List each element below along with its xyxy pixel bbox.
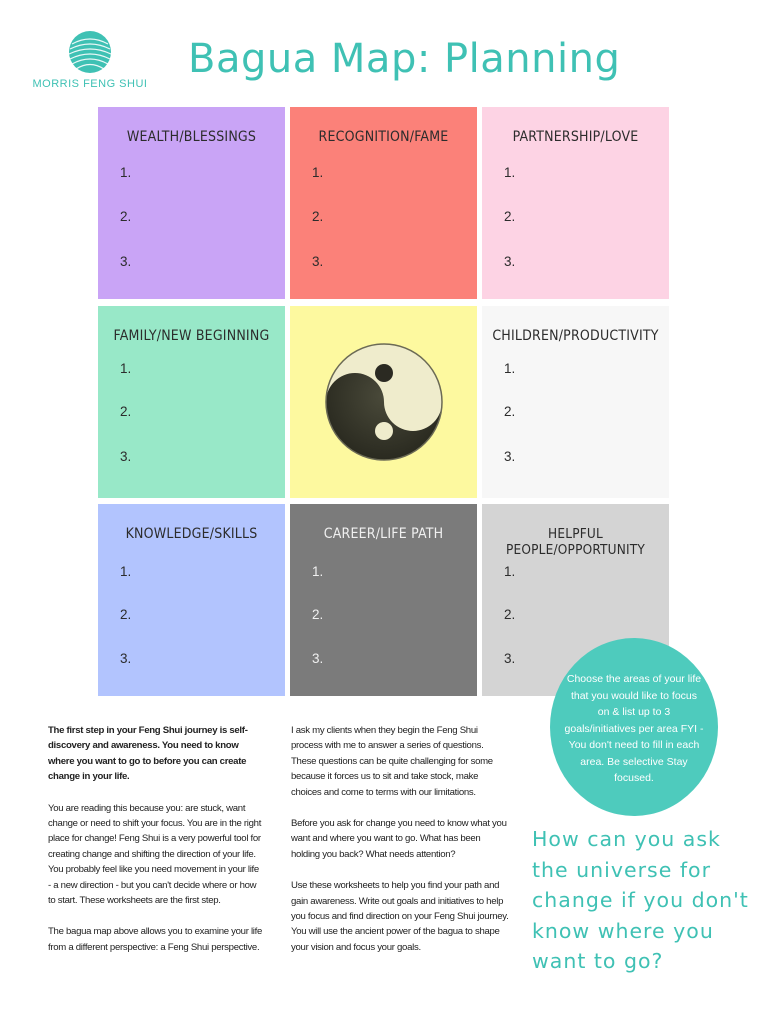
logo — [30, 30, 150, 90]
body-paragraph: Before you ask for change you need to know what you want and where you want to go. What has been holding you back? What needs attention? — [291, 818, 507, 860]
area-label: FAMILY/NEW BEGINNING — [113, 328, 270, 344]
goal-line-1: 1. — [312, 165, 324, 180]
area-fame — [290, 107, 477, 299]
area-love — [482, 107, 669, 299]
goal-line-1: 1. — [504, 361, 516, 376]
area-career — [290, 504, 477, 696]
pull-quote: How can you ask the universe for change if you don't know where you want to go? — [532, 827, 749, 973]
area-family — [98, 306, 285, 498]
area-label: HELPFUL PEOPLE/OPPORTUNITY — [505, 526, 646, 558]
goal-line-1: 1. — [120, 361, 132, 376]
goal-line-2: 2. — [312, 607, 324, 622]
area-label: PARTNERSHIP/LOVE — [512, 129, 639, 145]
area-knowledge — [98, 504, 285, 696]
goal-line-2: 2. — [120, 209, 132, 224]
area-label: WEALTH/BLESSINGS — [126, 129, 257, 145]
yin-yang-icon — [325, 343, 443, 461]
goal-line-2: 2. — [120, 404, 132, 419]
page-title: Bagua Map: Planning — [188, 36, 621, 82]
goal-line-3: 3. — [504, 651, 516, 666]
goal-line-3: 3. — [120, 651, 132, 666]
area-wealth — [98, 107, 285, 299]
goal-line-3: 3. — [312, 254, 324, 269]
goal-line-3: 3. — [120, 449, 132, 464]
leaf-circle-icon — [68, 30, 112, 74]
goal-line-3: 3. — [504, 449, 516, 464]
goal-line-3: 3. — [312, 651, 324, 666]
goal-line-2: 2. — [504, 607, 516, 622]
goal-line-2: 2. — [312, 209, 324, 224]
area-label: CHILDREN/PRODUCTIVITY — [492, 328, 659, 344]
goal-line-1: 1. — [504, 564, 516, 579]
body-paragraph: The bagua map above allows you to examine your life from a different perspective: a Feng Shui perspective. — [48, 926, 263, 953]
bagua-grid — [98, 107, 668, 696]
body-paragraph: Use these worksheets to help you find your path and gain awareness. Write out goals and initiatives to help you focus and find direction on your Feng Shui journey. You will use the ancient power of the bagua to shape your vision and focus your goals. — [291, 880, 509, 953]
callout-text: Choose the areas of your life that you would like to focus on & list up to 3 goals/initiatives per area FYI - You don't need to fill in each area. Be selective Stay focused. — [564, 672, 704, 785]
callout-circle — [550, 638, 718, 816]
goal-line-1: 1. — [120, 165, 132, 180]
goal-line-3: 3. — [504, 254, 516, 269]
goal-line-2: 2. — [504, 209, 516, 224]
area-children — [482, 306, 669, 498]
body-paragraph: You are reading this because you: are stuck, want change or need to shift your focus. You are in the right place for change! Feng Shui is a very powerful tool for creating change and shifting the direction of your life. You probably feel like you need movement in your life - a new direction - but you can't decide where or how to start. These worksheets are the first step. — [48, 802, 262, 907]
intro-paragraph: The first step in your Feng Shui journey is self-discovery and awareness. You need to know where you want to go to before you can create change in your life. — [48, 725, 248, 783]
body-paragraph: I ask my clients when they begin the Feng Shui process with me to answer a series of questions. These questions can be quite challenging for some because it forces us to sit and take stock, make choices and come to terms with our limitations. — [291, 725, 493, 798]
area-label: RECOGNITION/FAME — [318, 129, 449, 145]
goal-line-1: 1. — [120, 564, 132, 579]
area-label: KNOWLEDGE/SKILLS — [125, 526, 258, 542]
goal-line-2: 2. — [120, 607, 132, 622]
goal-line-2: 2. — [504, 404, 516, 419]
intro-column-right — [291, 723, 509, 971]
area-label: CAREER/LIFE PATH — [323, 526, 444, 542]
area-center — [290, 306, 477, 498]
goal-line-3: 3. — [120, 254, 132, 269]
intro-column-left — [48, 723, 264, 971]
goal-line-1: 1. — [504, 165, 516, 180]
goal-line-1: 1. — [312, 564, 324, 579]
logo-text: MORRIS FENG SHUI — [32, 78, 148, 90]
